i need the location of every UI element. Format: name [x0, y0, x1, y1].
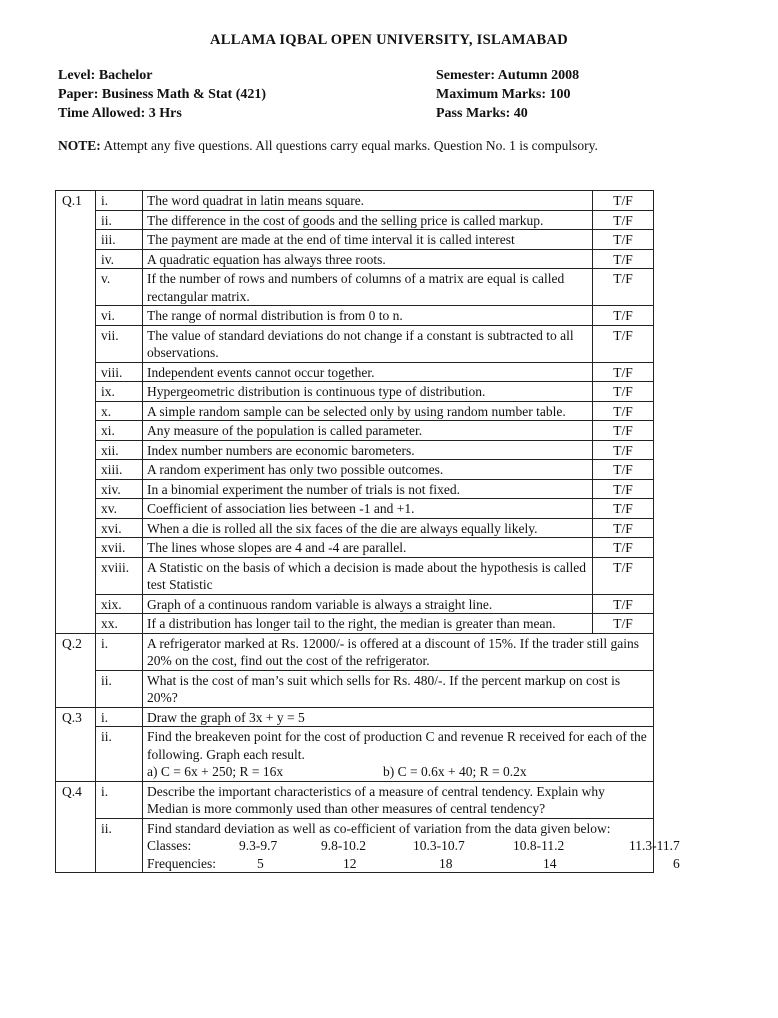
sub-question-number: ix. [96, 382, 143, 402]
statement-text: A quadratic equation has always three roots. [143, 249, 593, 269]
question-number: Q.1 [56, 191, 96, 211]
true-false-marker: T/F [593, 382, 654, 402]
statement-text: Coefficient of association lies between -1 and +1. [143, 499, 593, 519]
note-text: Attempt any five questions. All questions carry equal marks. Question No. 1 is compulsory. [100, 138, 598, 153]
class-interval: 10.3-10.7 [413, 838, 465, 853]
breakeven-question: Find the breakeven point for the cost of production C and revenue R received for each of the following. Graph each result. [147, 729, 647, 762]
true-false-marker: T/F [593, 460, 654, 480]
tf-question-row [56, 460, 654, 480]
question-number-blank [56, 325, 96, 362]
question-number: Q.2 [56, 633, 96, 670]
tf-question-row [56, 191, 654, 211]
tf-question-row [56, 557, 654, 594]
sub-question-number: ii. [96, 210, 143, 230]
frequency-value: 6 [673, 855, 680, 871]
statement-text: Index number numbers are economic barometers. [143, 440, 593, 460]
sub-question-number: xv. [96, 499, 143, 519]
question-number-blank [56, 249, 96, 269]
statement-text: A simple random sample can be selected only by using random number table. [143, 401, 593, 421]
question-number-blank [56, 440, 96, 460]
question-row [56, 727, 654, 782]
true-false-marker: T/F [593, 440, 654, 460]
statement-text: Any measure of the population is called parameter. [143, 421, 593, 441]
question-row [56, 818, 654, 873]
question-number-blank [56, 727, 96, 782]
q3-section [56, 707, 654, 781]
sub-question-number: x. [96, 401, 143, 421]
question-row [56, 707, 654, 727]
sub-question-number: ii. [96, 727, 143, 782]
question-number-blank [56, 460, 96, 480]
q4-section [56, 781, 680, 873]
tf-question-row [56, 269, 654, 306]
true-false-marker: T/F [593, 614, 654, 634]
tf-question-row [56, 594, 654, 614]
true-false-marker: T/F [593, 191, 654, 211]
question-text [143, 818, 680, 873]
sub-question-number: vii. [96, 325, 143, 362]
part-a: a) C = 6x + 250; R = 16x [147, 764, 284, 779]
sub-question-number: iii. [96, 230, 143, 250]
question-number-blank [56, 670, 96, 707]
true-false-marker: T/F [593, 538, 654, 558]
exam-info-left [58, 66, 266, 123]
statement-text: A Statistic on the basis of which a decision is made about the hypothesis is called test Statistic [143, 557, 593, 594]
true-false-marker: T/F [593, 362, 654, 382]
question-number-blank [56, 818, 96, 873]
statement-text: The word quadrat in latin means square. [143, 191, 593, 211]
true-false-marker: T/F [593, 499, 654, 519]
sub-question-number: xviii. [96, 557, 143, 594]
sub-question-number: vi. [96, 306, 143, 326]
true-false-marker: T/F [593, 421, 654, 441]
sub-question-number: xi. [96, 421, 143, 441]
question-number-blank [56, 306, 96, 326]
semester-text: Semester: Autumn 2008 [436, 68, 580, 83]
tf-question-row [56, 249, 654, 269]
tf-question-row [56, 382, 654, 402]
breakeven-parts [147, 763, 649, 781]
question-number-blank [56, 382, 96, 402]
question-row [56, 670, 654, 707]
frequency-value: 14 [543, 855, 557, 871]
sub-question-number: xvii. [96, 538, 143, 558]
sub-question-number: ii. [96, 670, 143, 707]
instructions-note [58, 137, 638, 155]
sub-question-number: i. [96, 781, 143, 818]
part-b: b) C = 0.6x + 40; R = 0.2x [383, 764, 527, 779]
statement-text: If a distribution has longer tail to the right, the median is greater than mean. [143, 614, 593, 634]
sub-question-number: i. [96, 633, 143, 670]
frequencies-row [147, 855, 680, 873]
tf-question-row [56, 306, 654, 326]
question-row [56, 633, 654, 670]
classes-label: Classes: [147, 838, 192, 853]
class-interval: 10.8-11.2 [513, 838, 565, 853]
std-dev-question: Find standard deviation as well as co-efficient of variation from the data given below: [147, 820, 611, 836]
class-interval: 11.3-11.7 [629, 838, 680, 853]
level-text: Level: Bachelor [58, 68, 153, 83]
frequency-value: 18 [439, 855, 453, 871]
tf-question-row [56, 210, 654, 230]
sub-question-number: i. [96, 707, 143, 727]
frequency-value: 12 [343, 855, 357, 871]
question-number-blank [56, 269, 96, 306]
question-number-blank [56, 594, 96, 614]
tf-question-row [56, 325, 654, 362]
question-number-blank [56, 499, 96, 519]
question-text [143, 727, 654, 782]
true-false-marker: T/F [593, 325, 654, 362]
true-false-marker: T/F [593, 557, 654, 594]
note-label: NOTE: [58, 138, 101, 153]
tf-question-row [56, 421, 654, 441]
tf-question-row [56, 440, 654, 460]
q1-section [56, 191, 654, 634]
sub-question-number: xix. [96, 594, 143, 614]
tf-question-row [56, 538, 654, 558]
time-allowed-text: Time Allowed: 3 Hrs [58, 106, 182, 121]
sub-question-number: xii. [96, 440, 143, 460]
tf-question-row [56, 479, 654, 499]
true-false-marker: T/F [593, 479, 654, 499]
statement-text: When a die is rolled all the six faces of the die are always equally likely. [143, 518, 593, 538]
question-row [56, 781, 654, 818]
question-number-blank [56, 614, 96, 634]
question-number-blank [56, 401, 96, 421]
sub-question-number: v. [96, 269, 143, 306]
tf-question-row [56, 614, 654, 634]
question-text: What is the cost of man’s suit which sells for Rs. 480/-. If the percent markup on cost is 20%? [143, 670, 654, 707]
sub-question-number: ii. [96, 818, 143, 873]
exam-info-right [436, 66, 579, 123]
sub-question-number: xiii. [96, 460, 143, 480]
question-number-blank [56, 518, 96, 538]
tf-question-row [56, 362, 654, 382]
university-title: ALLAMA IQBAL OPEN UNIVERSITY, ISLAMABAD [209, 32, 569, 48]
statement-text: The payment are made at the end of time interval it is called interest [143, 230, 593, 250]
q2-section [56, 633, 654, 707]
pass-marks-text: Pass Marks: 40 [436, 106, 528, 121]
true-false-marker: T/F [593, 594, 654, 614]
tf-question-row [56, 230, 654, 250]
sub-question-number: viii. [96, 362, 143, 382]
class-interval: 9.8-10.2 [321, 838, 366, 853]
true-false-marker: T/F [593, 269, 654, 306]
true-false-marker: T/F [593, 401, 654, 421]
question-number: Q.4 [56, 781, 96, 818]
tf-question-row [56, 499, 654, 519]
question-number-blank [56, 421, 96, 441]
statement-text: Hypergeometric distribution is continuous type of distribution. [143, 382, 593, 402]
frequencies-label: Frequencies: [147, 855, 216, 871]
true-false-marker: T/F [593, 230, 654, 250]
question-number-blank [56, 479, 96, 499]
statement-text: If the number of rows and numbers of columns of a matrix are equal is called rectangular matrix. [143, 269, 593, 306]
true-false-marker: T/F [593, 518, 654, 538]
question-number-blank [56, 362, 96, 382]
questions-table [55, 190, 680, 873]
question-text: A refrigerator marked at Rs. 12000/- is offered at a discount of 15%. If the trader still gains 20% on the cost, find out the cost of the refrigerator. [143, 633, 654, 670]
sub-question-number: i. [96, 191, 143, 211]
frequency-value: 5 [257, 855, 264, 871]
statement-text: Independent events cannot occur together. [143, 362, 593, 382]
true-false-marker: T/F [593, 306, 654, 326]
statement-text: Graph of a continuous random variable is always a straight line. [143, 594, 593, 614]
question-number-blank [56, 538, 96, 558]
true-false-marker: T/F [593, 210, 654, 230]
sub-question-number: xvi. [96, 518, 143, 538]
question-number: Q.3 [56, 707, 96, 727]
statement-text: In a binomial experiment the number of trials is not fixed. [143, 479, 593, 499]
statement-text: The lines whose slopes are 4 and -4 are parallel. [143, 538, 593, 558]
statement-text: The difference in the cost of goods and the selling price is called markup. [143, 210, 593, 230]
question-number-blank [56, 210, 96, 230]
classes-row [147, 837, 680, 855]
question-text: Describe the important characteristics of a measure of central tendency. Explain why Median is more commonly used than other measures of central tendency? [143, 781, 654, 818]
question-text: Draw the graph of 3x + y = 5 [143, 707, 654, 727]
statement-text: The range of normal distribution is from 0 to n. [143, 306, 593, 326]
tf-question-row [56, 518, 654, 538]
true-false-marker: T/F [593, 249, 654, 269]
sub-question-number: xiv. [96, 479, 143, 499]
question-number-blank [56, 557, 96, 594]
sub-question-number: xx. [96, 614, 143, 634]
statement-text: The value of standard deviations do not change if a constant is subtracted to all observations. [143, 325, 593, 362]
max-marks-text: Maximum Marks: 100 [436, 87, 571, 102]
paper-text: Paper: Business Math & Stat (421) [58, 87, 267, 102]
tf-question-row [56, 401, 654, 421]
statement-text: A random experiment has only two possible outcomes. [143, 460, 593, 480]
class-interval: 9.3-9.7 [239, 838, 278, 853]
question-number-blank [56, 230, 96, 250]
sub-question-number: iv. [96, 249, 143, 269]
